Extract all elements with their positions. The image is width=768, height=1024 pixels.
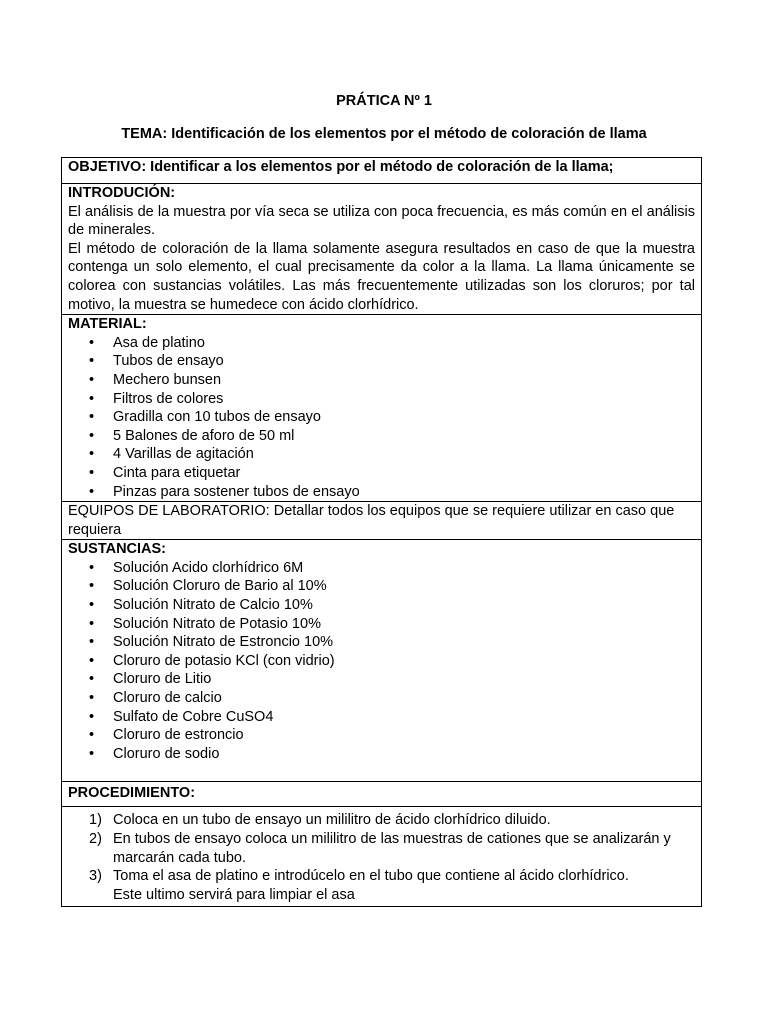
list-item: • Solución Nitrato de Potasio 10% — [113, 615, 695, 634]
list-item: • Asa de platino — [113, 334, 695, 353]
list-item: • Cloruro de estroncio — [113, 726, 695, 745]
procedure-steps-row — [62, 807, 702, 907]
introduction-paragraph-1: El análisis de la muestra por vía seca se utiliza con poca frecuencia, es más común en el análisis de minerales. — [68, 203, 695, 239]
equipment-text: EQUIPOS DE LABORATORIO: Detallar todos los equipos que se requiere utilizar en caso que requiera — [62, 502, 702, 540]
introduction-heading: INTRODUCIÓN: — [68, 185, 176, 201]
step-number: 1) — [89, 812, 102, 829]
step-text-continuation: Este ultimo servirá para limpiar el asa — [113, 886, 355, 903]
objective-row — [62, 158, 702, 184]
list-item — [89, 867, 695, 904]
list-item: • Tubos de ensayo — [113, 352, 695, 371]
introduction-row — [62, 184, 702, 315]
list-item: • Cloruro de sodio — [113, 745, 695, 764]
list-item: • Mechero bunsen — [113, 371, 695, 390]
list-item: • Sulfato de Cobre CuSO4 — [113, 708, 695, 727]
list-item: • Cloruro de Litio — [113, 670, 695, 689]
list-item: • 5 Balones de aforo de 50 ml — [113, 427, 695, 446]
list-item: • Cinta para etiquetar — [113, 464, 695, 483]
list-item: • Cloruro de calcio — [113, 689, 695, 708]
objective-text: OBJETIVO: Identificar a los elementos por el método de coloración de la llama; — [62, 158, 702, 184]
substances-heading: SUSTANCIAS: — [68, 541, 167, 558]
step-number: 3) — [89, 868, 102, 885]
list-item: • Solución Nitrato de Estroncio 10% — [113, 633, 695, 652]
step-number: 2) — [89, 831, 102, 847]
list-item — [89, 830, 695, 867]
introduction-paragraph-2: El método de coloración de la llama solamente asegura resultados en caso de que la muestra contenga un solo elemento, el cual precisamente da color a la llama. La llama únicamente se colorea con sustancias volátiles. Las más frecuentemente utilizadas son los cloruros; por tal motivo, la muestra se humedece con ácido clorhídrico. — [68, 240, 695, 313]
material-heading: MATERIAL: — [68, 316, 147, 333]
list-item: • Gradilla con 10 tubos de ensayo — [113, 408, 695, 427]
step-text: En tubos de ensayo coloca un mililitro de las muestras de cationes que se analizarán y marcarán cada tubo. — [113, 831, 671, 866]
list-item: • Filtros de colores — [113, 390, 695, 409]
list-item — [89, 811, 695, 830]
substances-list — [68, 559, 695, 764]
step-text: Toma el asa de platino e introdúcelo en el tubo que contiene al ácido clorhídrico. — [113, 868, 629, 885]
procedure-heading-row — [62, 782, 702, 807]
material-list — [68, 334, 695, 501]
equipment-row — [62, 502, 702, 540]
list-item: • Solución Acido clorhídrico 6M — [113, 559, 695, 578]
practice-table — [61, 157, 702, 907]
list-item: • Cloruro de potasio KCl (con vidrio) — [113, 652, 695, 671]
list-item: • Solución Cloruro de Bario al 10% — [113, 577, 695, 596]
step-text: Coloca en un tubo de ensayo un mililitro de ácido clorhídrico diluido. — [113, 812, 551, 829]
list-item: • 4 Varillas de agitación — [113, 445, 695, 464]
list-item: • Solución Nitrato de Calcio 10% — [113, 596, 695, 615]
procedure-heading: PROCEDIMIENTO: — [62, 782, 702, 807]
procedure-list — [68, 811, 695, 904]
practice-title: PRÁTICA Nº 1 — [336, 93, 432, 109]
material-row — [62, 315, 702, 502]
list-item: • Pinzas para sostener tubos de ensayo — [113, 483, 695, 502]
substances-row — [62, 540, 702, 782]
topic-title: TEMA: Identificación de los elementos por el método de coloración de llama — [121, 126, 647, 142]
